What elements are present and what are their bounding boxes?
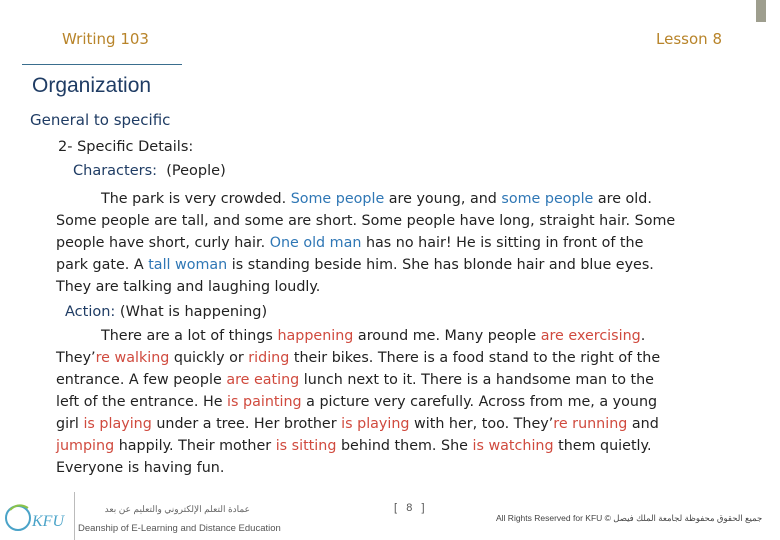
title-rule — [22, 64, 182, 65]
characters-paren: (People) — [166, 163, 226, 179]
copyright: All Rights Reserved for KFU © جميع الحقوق محفوظة لجامعة الملك فيصل — [496, 513, 763, 523]
highlight-run: are exercising — [540, 328, 641, 344]
text-run: around me. Many people — [353, 328, 541, 344]
paragraph-line — [56, 232, 696, 254]
text-run: under a tree. Her brother — [151, 416, 342, 432]
highlight-run: happening — [277, 328, 354, 344]
highlight-run: is playing — [341, 416, 410, 432]
svg-text:KFU: KFU — [32, 513, 64, 530]
highlight-run: tall woman — [148, 257, 228, 273]
highlight-run: One old man — [269, 235, 362, 251]
text-run: happily. Their mother — [114, 438, 276, 454]
highlight-run: is watching — [472, 438, 554, 454]
action-paren: (What is happening) — [119, 304, 268, 320]
action-heading — [65, 304, 267, 320]
footer-divider — [74, 492, 75, 540]
characters-paragraph — [56, 188, 696, 298]
highlight-run: some people — [501, 191, 594, 207]
deanship-arabic: عمادة التعلم الإلكتروني والتعليم عن بعد — [104, 504, 250, 514]
paragraph-line — [56, 457, 696, 479]
paragraph-line — [56, 347, 696, 369]
text-run: are old. — [593, 191, 652, 207]
text-run: entrance. A few people — [56, 372, 227, 388]
characters-label: Characters: — [73, 163, 158, 179]
text-run: has no hair! He is sitting in front of the — [361, 235, 644, 251]
text-run: with her, too. They’ — [409, 416, 554, 432]
text-run: are young, and — [384, 191, 502, 207]
text-run: They are talking and laughing loudly. — [56, 279, 321, 295]
text-run: girl — [56, 416, 84, 432]
text-run: them quietly. — [553, 438, 652, 454]
lesson-label: Lesson 8 — [656, 30, 722, 48]
text-run: Everyone is having fun. — [56, 460, 225, 476]
kfu-logo — [4, 500, 70, 538]
highlight-run: re running — [553, 416, 628, 432]
text-run: . — [640, 328, 646, 344]
highlight-run: re walking — [95, 350, 170, 366]
highlight-run: Some people — [290, 191, 385, 207]
text-run: There are a lot of things — [101, 328, 278, 344]
highlight-run: are eating — [226, 372, 300, 388]
text-run: their bikes. There is a food stand to the right of the — [289, 350, 661, 366]
subtitle: General to specific — [30, 111, 171, 129]
course-label: Writing 103 — [62, 30, 149, 48]
slide-title: Organization — [32, 74, 152, 97]
paragraph-line — [56, 391, 696, 413]
paragraph-line — [56, 435, 696, 457]
paragraph-line — [56, 210, 696, 232]
deanship-name: Deanship of E-Learning and Distance Education — [78, 523, 281, 534]
text-run: park gate. A — [56, 257, 149, 273]
text-run: quickly or — [169, 350, 249, 366]
section-heading: 2- Specific Details: — [58, 139, 194, 155]
text-run: people have short, curly hair. — [56, 235, 270, 251]
paragraph-line — [56, 254, 696, 276]
text-run: The park is very crowded. — [101, 191, 291, 207]
action-paragraph — [56, 325, 696, 479]
highlight-run: is playing — [83, 416, 152, 432]
footer — [0, 492, 780, 540]
text-run: behind them. She — [336, 438, 473, 454]
paragraph-line — [56, 276, 696, 298]
paragraph-line — [56, 325, 696, 347]
page-number: [ 8 ] — [394, 502, 425, 514]
text-run: a picture very carefully. Across from me, a young — [301, 394, 658, 410]
paragraph-line — [56, 413, 696, 435]
text-run: Some people are tall, and some are short. Some people have long, straight hair. Some — [56, 213, 676, 229]
highlight-run: riding — [248, 350, 290, 366]
text-run: They’ — [56, 350, 96, 366]
text-run: is standing beside him. She has blonde hair and blue eyes. — [227, 257, 654, 273]
paragraph-line — [56, 188, 696, 210]
highlight-run: is painting — [227, 394, 302, 410]
text-run: lunch next to it. There is a handsome man to the — [299, 372, 654, 388]
corner-decoration — [756, 0, 766, 22]
characters-heading — [73, 163, 226, 179]
highlight-run: jumping — [56, 438, 115, 454]
paragraph-line — [56, 369, 696, 391]
action-label: Action: — [65, 304, 116, 320]
text-run: and — [627, 416, 659, 432]
highlight-run: is sitting — [275, 438, 337, 454]
text-run: left of the entrance. He — [56, 394, 228, 410]
